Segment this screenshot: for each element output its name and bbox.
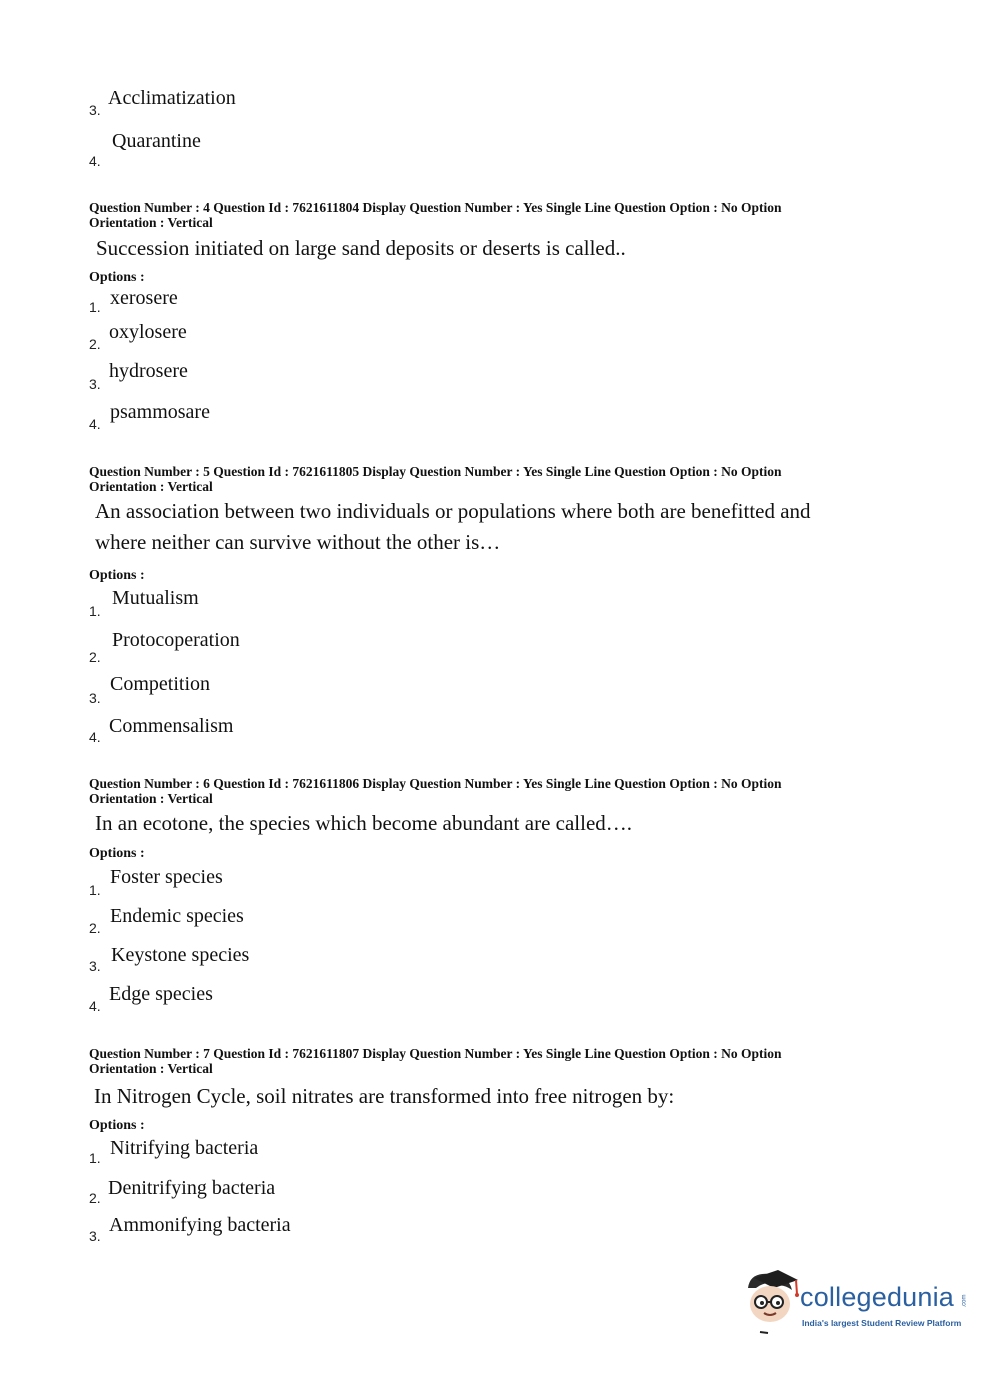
option-number: 2. <box>89 649 101 665</box>
question-text: An association between two individuals or populations where both are benefitted and where neither can survive without the other is… <box>95 499 811 554</box>
collegedunia-logo[interactable] <box>740 1268 970 1340</box>
option-number: 3. <box>89 1228 101 1244</box>
question-meta <box>89 1046 859 1076</box>
options-label: Options : <box>89 270 145 285</box>
question-meta-line: Question Number : 6 Question Id : 7621611806 Display Question Number : Yes Single Line Question Option : No Option <box>89 776 782 791</box>
option-number: 3. <box>89 376 101 392</box>
option-text: Competition <box>110 673 210 695</box>
option-text: Foster species <box>110 866 223 888</box>
question-meta <box>89 200 859 230</box>
option-text: Commensalism <box>109 715 234 737</box>
question-text: In Nitrogen Cycle, soil nitrates are transformed into free nitrogen by: <box>94 1084 675 1108</box>
options-label: Options : <box>89 568 145 583</box>
option-text: Keystone species <box>111 944 250 966</box>
logo-tagline: India's largest Student Review Platform <box>802 1318 962 1328</box>
option-number: 1. <box>89 603 101 619</box>
option-number: 3. <box>89 958 101 974</box>
question-meta <box>89 776 859 806</box>
option-text: Protocoperation <box>112 629 240 651</box>
option-number: 2. <box>89 336 101 352</box>
options-label: Options : <box>89 1118 145 1133</box>
option-number: 4. <box>89 153 101 169</box>
option-text: Mutualism <box>112 587 199 609</box>
option-number: 4. <box>89 416 101 432</box>
logo-wordmark: collegedunia <box>800 1282 955 1312</box>
option-number: 3. <box>89 690 101 706</box>
option-text: Edge species <box>109 983 213 1005</box>
option-number: 1. <box>89 1150 101 1166</box>
option-number: 1. <box>89 882 101 898</box>
option-number: 4. <box>89 998 101 1014</box>
option-text: Quarantine <box>112 130 201 152</box>
option-number: 2. <box>89 1190 101 1206</box>
option-text: hydrosere <box>109 360 188 382</box>
options-label: Options : <box>89 846 145 861</box>
question-meta-line: Question Number : 7 Question Id : 7621611807 Display Question Number : Yes Single Line Question Option : No Option <box>89 1046 782 1061</box>
option-number: 1. <box>89 299 101 315</box>
option-number: 4. <box>89 729 101 745</box>
option-text: xerosere <box>110 287 178 309</box>
question-meta-line: Question Number : 5 Question Id : 7621611805 Display Question Number : Yes Single Line Question Option : No Option <box>89 464 782 479</box>
option-number: 2. <box>89 920 101 936</box>
logo-suffix: .com <box>961 1294 968 1308</box>
question-meta-line: Orientation : Vertical <box>89 791 213 806</box>
option-text: Denitrifying bacteria <box>108 1177 276 1199</box>
option-text: Nitrifying bacteria <box>110 1137 259 1159</box>
mascot-icon <box>740 1268 800 1334</box>
question-meta-line: Orientation : Vertical <box>89 479 213 494</box>
question-text: Succession initiated on large sand deposits or deserts is called.. <box>96 236 626 260</box>
question-meta-line: Question Number : 4 Question Id : 7621611804 Display Question Number : Yes Single Line Question Option : No Option <box>89 200 782 215</box>
option-number: 3. <box>89 102 101 118</box>
question-meta-line: Orientation : Vertical <box>89 1061 213 1076</box>
question-meta <box>89 464 859 494</box>
option-text: oxylosere <box>109 321 187 343</box>
option-text: Ammonifying bacteria <box>109 1214 291 1236</box>
option-text: Endemic species <box>110 905 244 927</box>
question-meta-line: Orientation : Vertical <box>89 215 213 230</box>
question-text: In an ecotone, the species which become abundant are called…. <box>95 811 633 835</box>
option-text: psammosare <box>110 401 210 423</box>
option-text: Acclimatization <box>108 87 236 109</box>
